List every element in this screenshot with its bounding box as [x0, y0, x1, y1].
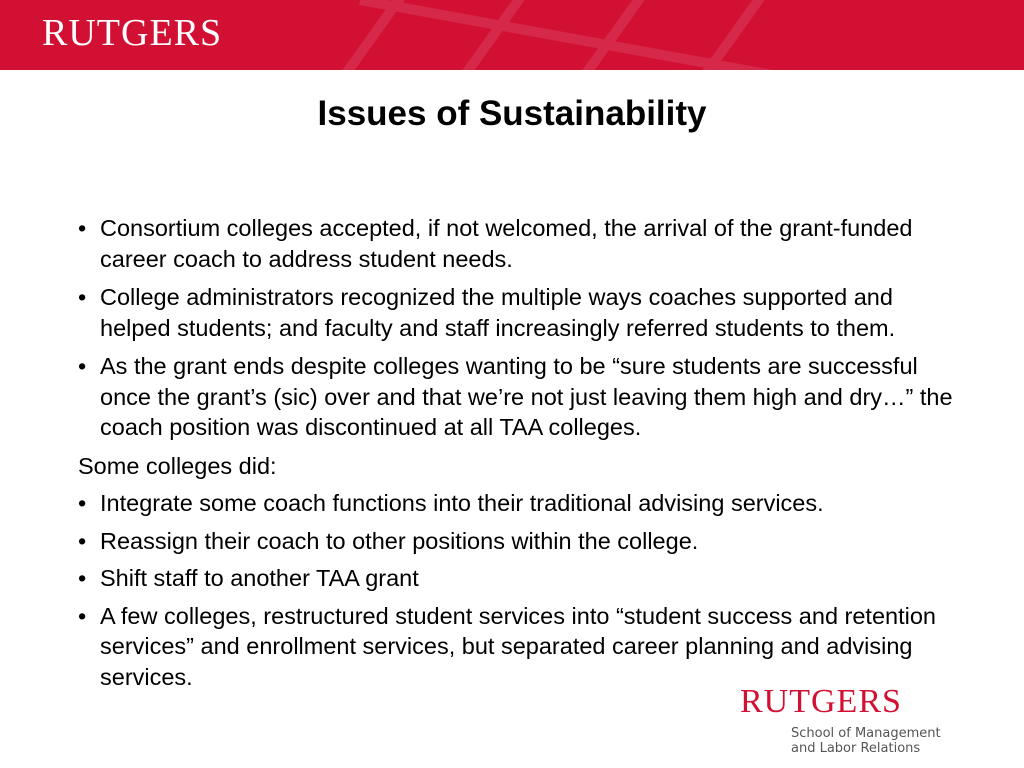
- bullet-icon: •: [78, 602, 87, 629]
- list-item-text: Shift staff to another TAA grant: [100, 565, 419, 591]
- footer-subtitle-line-1: School of Management: [791, 726, 941, 741]
- list-item-text: As the grant ends despite colleges wanting to be “sure students are successful once the grant’s (sic) over and that we’re not just leaving them high and dry…” the coach position was discontinued at all TAA colleges.: [100, 353, 953, 440]
- list-item: [78, 351, 958, 443]
- list-item-text: College administrators recognized the multiple ways coaches supported and helped students; and faculty and staff increasingly referred students to them.: [100, 284, 896, 341]
- slide-body: [78, 213, 958, 699]
- banner-texture-decoration: [300, 0, 820, 70]
- bullet-icon: •: [78, 490, 87, 516]
- rutgers-logo: RUTGERS: [42, 12, 223, 54]
- bullet-list-primary: [78, 213, 958, 443]
- subheading: Some colleges did:: [78, 452, 277, 479]
- footer-logo: [736, 683, 966, 768]
- list-item: [78, 282, 958, 343]
- list-item-text: Consortium colleges accepted, if not welcomed, the arrival of the grant-funded career coach to address student needs.: [100, 215, 913, 272]
- bullet-icon: •: [78, 565, 87, 591]
- footer-logo-wordmark: RUTGERS: [740, 683, 902, 720]
- footer-logo-subtitle: [791, 726, 941, 756]
- header-banner: [0, 0, 1024, 70]
- list-item: [78, 601, 958, 693]
- slide-title: Issues of Sustainability: [317, 94, 707, 133]
- footer-subtitle-line-2: and Labor Relations: [791, 741, 921, 756]
- list-item-text: Reassign their coach to other positions within the college.: [100, 527, 699, 554]
- bullet-icon: •: [78, 215, 87, 241]
- bullet-icon: •: [78, 527, 87, 554]
- list-item: [78, 563, 958, 594]
- list-item-text: Integrate some coach functions into their traditional advising services.: [100, 490, 824, 516]
- bullet-list-secondary: [78, 488, 958, 692]
- bullet-icon: •: [78, 284, 87, 310]
- list-item: [78, 526, 958, 557]
- list-item: [78, 213, 958, 274]
- list-item-text: A few colleges, restructured student services into “student success and retention services” and enrollment services, but separated career planning and advising services.: [100, 602, 936, 690]
- list-item: [78, 488, 958, 519]
- bullet-icon: •: [78, 353, 87, 379]
